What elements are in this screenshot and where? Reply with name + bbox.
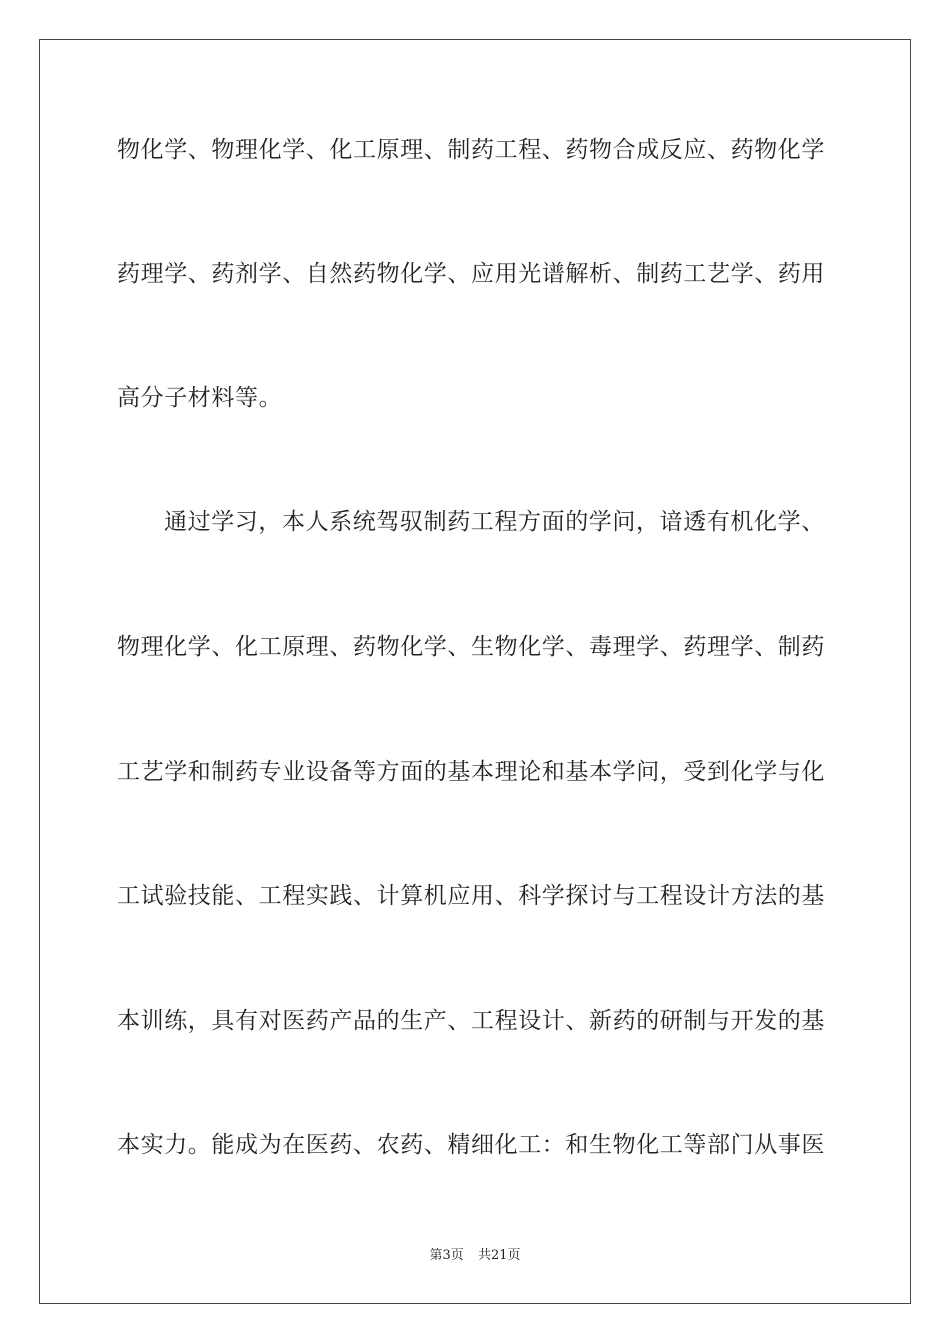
page-footer xyxy=(0,1248,950,1264)
body-text-line-9: 本实力。能成为在医药、农药、精细化工：和生物化工等部门从事医 xyxy=(117,1132,825,1158)
page-number: 第3页 xyxy=(429,1248,464,1263)
body-text-line-6: 工艺学和制药专业设备等方面的基本理论和基本学问，受到化学与化 xyxy=(117,759,825,785)
body-text-line-4: 通过学习，本人系统驾驭制药工程方面的学问，谙透有机化学、 xyxy=(164,509,825,535)
body-text-line-2: 药理学、药剂学、自然药物化学、应用光谱解析、制药工艺学、药用 xyxy=(117,261,825,287)
body-text-line-3: 高分子材料等。 xyxy=(117,385,283,411)
body-text-line-1: 物化学、物理化学、化工原理、制药工程、药物合成反应、药物化学 xyxy=(117,137,825,163)
body-text-line-7: 工试验技能、工程实践、计算机应用、科学探讨与工程设计方法的基 xyxy=(117,883,825,909)
page-total: 共21页 xyxy=(477,1248,521,1263)
body-text-line-8: 本训练，具有对医药产品的生产、工程设计、新药的研制与开发的基 xyxy=(117,1008,825,1034)
body-text-line-5: 物理化学、化工原理、药物化学、生物化学、毒理学、药理学、制药 xyxy=(117,634,825,660)
page-border xyxy=(39,39,911,1304)
